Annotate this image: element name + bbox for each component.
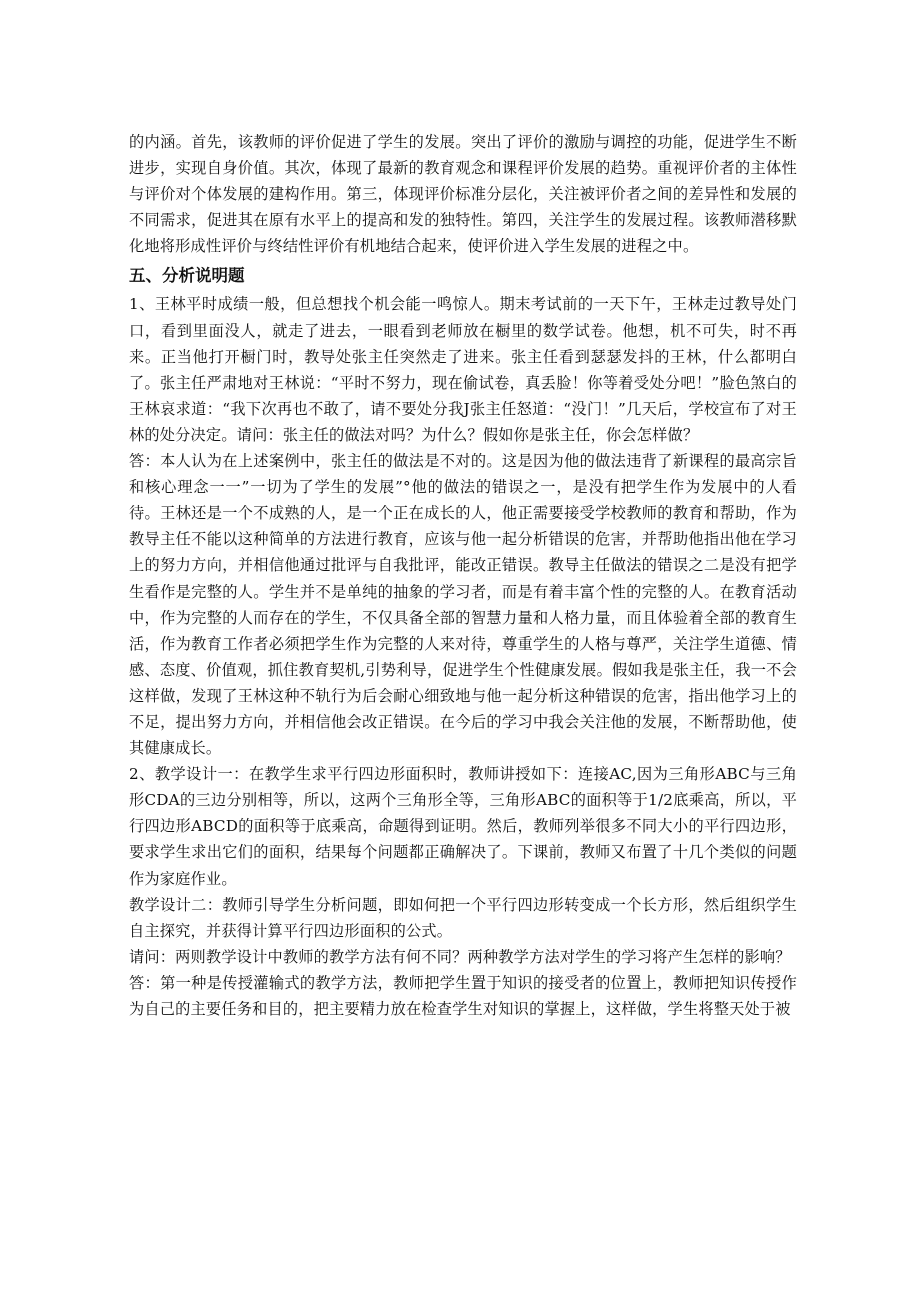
paragraph-teaching-design-2: 教学设计二：教师引导学生分析问题，即如何把一个平行四边形转变成一个长方形，然后组织学生自主探究，并获得计算平行四边形面积的公式。 <box>129 895 797 940</box>
section-heading-analysis: 五、分析说明题 <box>129 266 245 286</box>
paragraph-teaching-design-1: 2、教学设计一：在教学生求平行四边形面积时，教师讲授如下：连接AC,因为三角形ABC与三角形CDA的三边分别相等，所以，这两个三角形全等，三角形ABC的面积等于1/2底乘高，所以，平行四边形ABCD的面积等于底乘高，命题得到证明。然后，教师列举很多不同大小的平行四边形，要求学生求出它们的面积，结果每个问题都正确解决了。下课前，教师又布置了十几个类似的问题作为家庭作业。 <box>129 765 797 888</box>
paragraph-answer-2: 答：第一种是传授灌输式的教学方法，教师把学生置于知识的接受者的位置上，教师把知识传授作为自己的主要任务和目的，把主要精力放在检查学生对知识的掌握上，这样做，学生将整天处于被 <box>129 973 797 1018</box>
paragraph-question-2: 请问：两则教学设计中教师的教学方法有何不同？两种教学方法对学生的学习将产生怎样的影响？ <box>129 947 791 966</box>
paragraph-answer-1: 答：本人认为在上述案例中，张主任的做法是不对的。这是因为他的做法违背了新课程的最高宗旨和核心理念一一”一切为了学生的发展”°他的做法的错误之一，是没有把学生作为发展中的人看待。王林还是一个不成熟的人，是一个正在成长的人，他正需要接受学校教师的教育和帮助，作为教导主任不能以这种简单的方法进行教育，应该与他一起分析错误的危害，并帮助他指出他在学习上的努力方向，并相信他通过批评与自我批评，能改正错误。教导主任做法的错误之二是没有把学生看作是完整的人。学生并不是单纯的抽象的学习者，而是有着丰富个性的完整的人。在教育活动中，作为完整的人而存在的学生，不仅具备全部的智慧力量和人格力量，而且体验着全部的教育生活，作为教育工作者必须把学生作为完整的人来对待，尊重学生的人格与尊严，关注学生道德、情感、态度、价值观，抓住教育契机,引势利导，促进学生个性健康发展。假如我是张主任，我一不会这样做，发现了王林这种不轨行为后会耐心细致地与他一起分析这种错误的危害，指出他学习上的不足，提出努力方向，并相信他会改正错误。在今后的学习中我会关注他的发展，不断帮助他，使其健康成长。 <box>129 452 797 758</box>
paragraph-case-wanglin: 1、王林平时成绩一般，但总想找个机会能一鸣惊人。期末考试前的一天下午，王林走过教导处门口，看到里面没人，就走了进去，一眼看到老师放在橱里的数学试卷。他想，机不可失，时不再来。正当他打开橱门时，教导处张主任突然走了进来。张主任看到瑟瑟发抖的王林，什么都明白了。张主任严肃地对王林说：“平时不努力，现在偷试卷，真丢脸！你等着受处分吧！”脸色煞白的王林哀求道：“我下次再也不敢了，请不要处分我J张主任怒道：“没门！”几天后，学校宣布了对王林的处分决定。请问：张主任的做法对吗？为什么？假如你是张主任，你会怎样做？ <box>129 295 797 444</box>
paragraph-evaluation-summary: 的内涵。首先，该教师的评价促进了学生的发展。突出了评价的激励与调控的功能，促进学生不断进步，实现自身价值。其次，体现了最新的教育观念和课程评价发展的趋势。重视评价者的主体性与评价对个体发展的建构作用。第三，体现评价标准分层化，关注被评价者之间的差异性和发展的不同需求，促进其在原有水平上的提高和发的独特性。第四，关注学生的发展过程。该教师潜移默化地将形成性评价与终结性评价有机地结合起来，使评价进入学生发展的进程之中。 <box>129 133 797 256</box>
